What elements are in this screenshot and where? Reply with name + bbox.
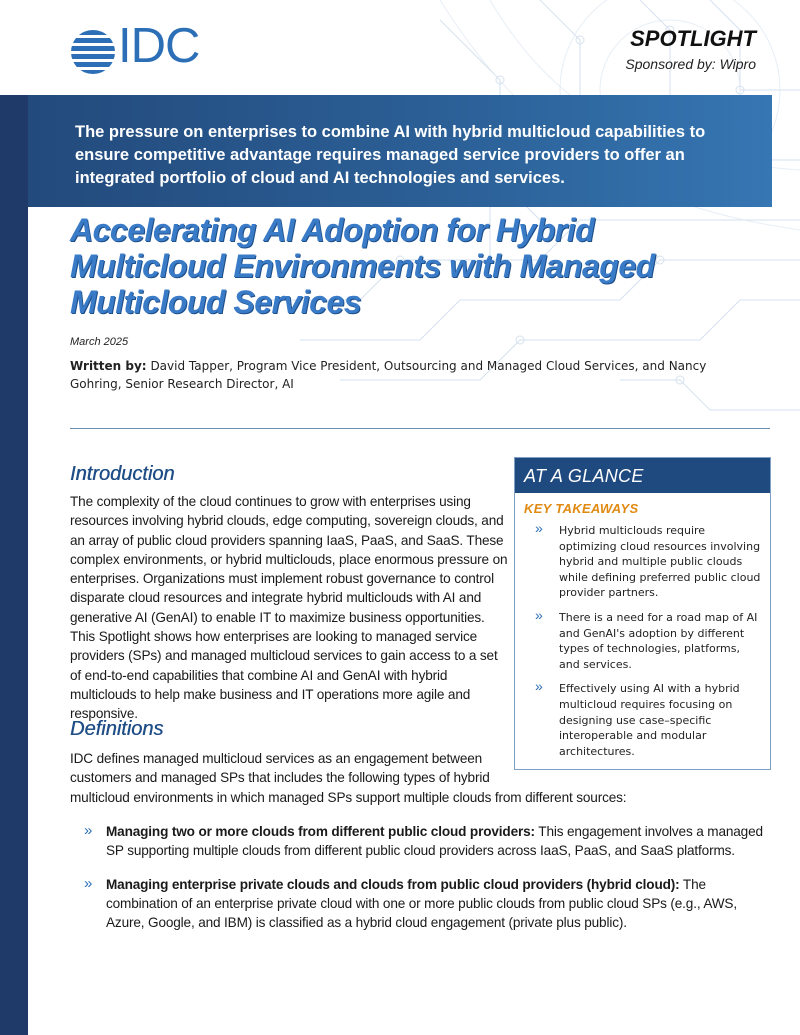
- sponsor-line: Sponsored by: Wipro: [625, 56, 756, 72]
- chevron-bullet-icon: »: [535, 520, 543, 536]
- doc-type-label: SPOTLIGHT: [630, 26, 756, 51]
- authors-line: [70, 357, 760, 393]
- chevron-bullet-icon: »: [535, 606, 543, 623]
- takeaway-text: Hybrid multiclouds require optimizing cloud resources involving hybrid and multiple public clouds while defining preferred public cloud provider partners.: [559, 524, 761, 600]
- document-title: Accelerating AI Adoption for Hybrid Multicloud Environments with Managed Multicloud Services: [70, 212, 655, 320]
- definitions-list: [84, 822, 774, 946]
- takeaways-list: [515, 520, 770, 759]
- list-item: [84, 875, 774, 933]
- authors-label: Written by:: [70, 359, 147, 373]
- chevron-bullet-icon: »: [84, 822, 93, 839]
- takeaway-item: [515, 606, 770, 672]
- chevron-bullet-icon: »: [535, 678, 543, 695]
- introduction-body: The complexity of the cloud continues to grow with enterprises using resources involving hybrid clouds, edge computing, sovereign clouds, and an array of public cloud providers spanning IaaS, PaaS, and SaaS. These complex environments, or hybrid multiclouds, place enormous pressure on enterprises. Organizations must implement robust governance to control disparate cloud resources and integrate hybrid multiclouds with AI and generative AI (GenAI) to enable IT to maximize business opportunities. This Spotlight shows how enterprises are looking to managed service providers (SPs) and managed multicloud services to gain access to a set of end-to-end capabilities that combine AI and GenAI with hybrid multiclouds to help make business and IT operations more agile and responsive.: [70, 494, 508, 722]
- authors-text: David Tapper, Program Vice President, Outsourcing and Managed Cloud Services, and Nancy Gohring, Senior Research Director, AI: [70, 359, 707, 391]
- takeaway-item: [515, 678, 770, 759]
- at-a-glance-box: [514, 457, 771, 770]
- globe-icon: [70, 29, 116, 75]
- section-divider: [70, 428, 770, 429]
- list-item-bold: Managing two or more clouds from different public cloud providers:: [106, 824, 535, 839]
- list-item: [84, 822, 774, 861]
- spotlight-block: [625, 28, 756, 72]
- left-accent-bar: [0, 95, 28, 1035]
- introduction-heading: Introduction: [70, 463, 175, 485]
- banner-text: The pressure on enterprises to combine AI with hybrid multicloud capabilities to ensure competitive advantage requires managed service providers to offer an integrated portfolio of cloud and AI technologies and services.: [75, 123, 706, 187]
- takeaway-item: [515, 520, 770, 601]
- publish-date: March 2025: [70, 336, 129, 348]
- list-item-bold: Managing enterprise private clouds and clouds from public cloud providers (hybrid cloud):: [106, 876, 680, 892]
- takeaway-text: There is a need for a road map of AI and GenAI's adoption by different types of technologies, platforms, and services.: [559, 610, 758, 671]
- summary-banner: [28, 95, 772, 207]
- definitions-body-line-2: multicloud environments in which managed SPs support multiple clouds from different sources:: [70, 790, 627, 805]
- at-a-glance-heading: AT A GLANCE: [515, 458, 770, 493]
- list-item-text: The combination of an enterprise private cloud with one or more public clouds from public cloud SPs (e.g., AWS, Azure, Google, and IBM) is classified as a hybrid cloud engagement (private plus public).: [106, 876, 737, 931]
- chevron-bullet-icon: »: [84, 874, 93, 892]
- idc-logo-text: IDC: [118, 19, 200, 73]
- definitions-heading: Definitions: [70, 718, 164, 740]
- definitions-body-line-1: IDC defines managed multicloud services as an engagement between customers and managed SPs that includes the following types of hybrid: [70, 751, 490, 786]
- takeaway-text: Effectively using AI with a hybrid multicloud requires focusing on designing use case–specific interoperable and modular architectures.: [559, 682, 740, 758]
- list-item-text: This engagement involves a managed SP supporting multiple clouds from different public cloud providers across IaaS, PaaS, and SaaS platforms.: [106, 824, 763, 859]
- key-takeaways-heading: KEY TAKEAWAYS: [524, 501, 639, 516]
